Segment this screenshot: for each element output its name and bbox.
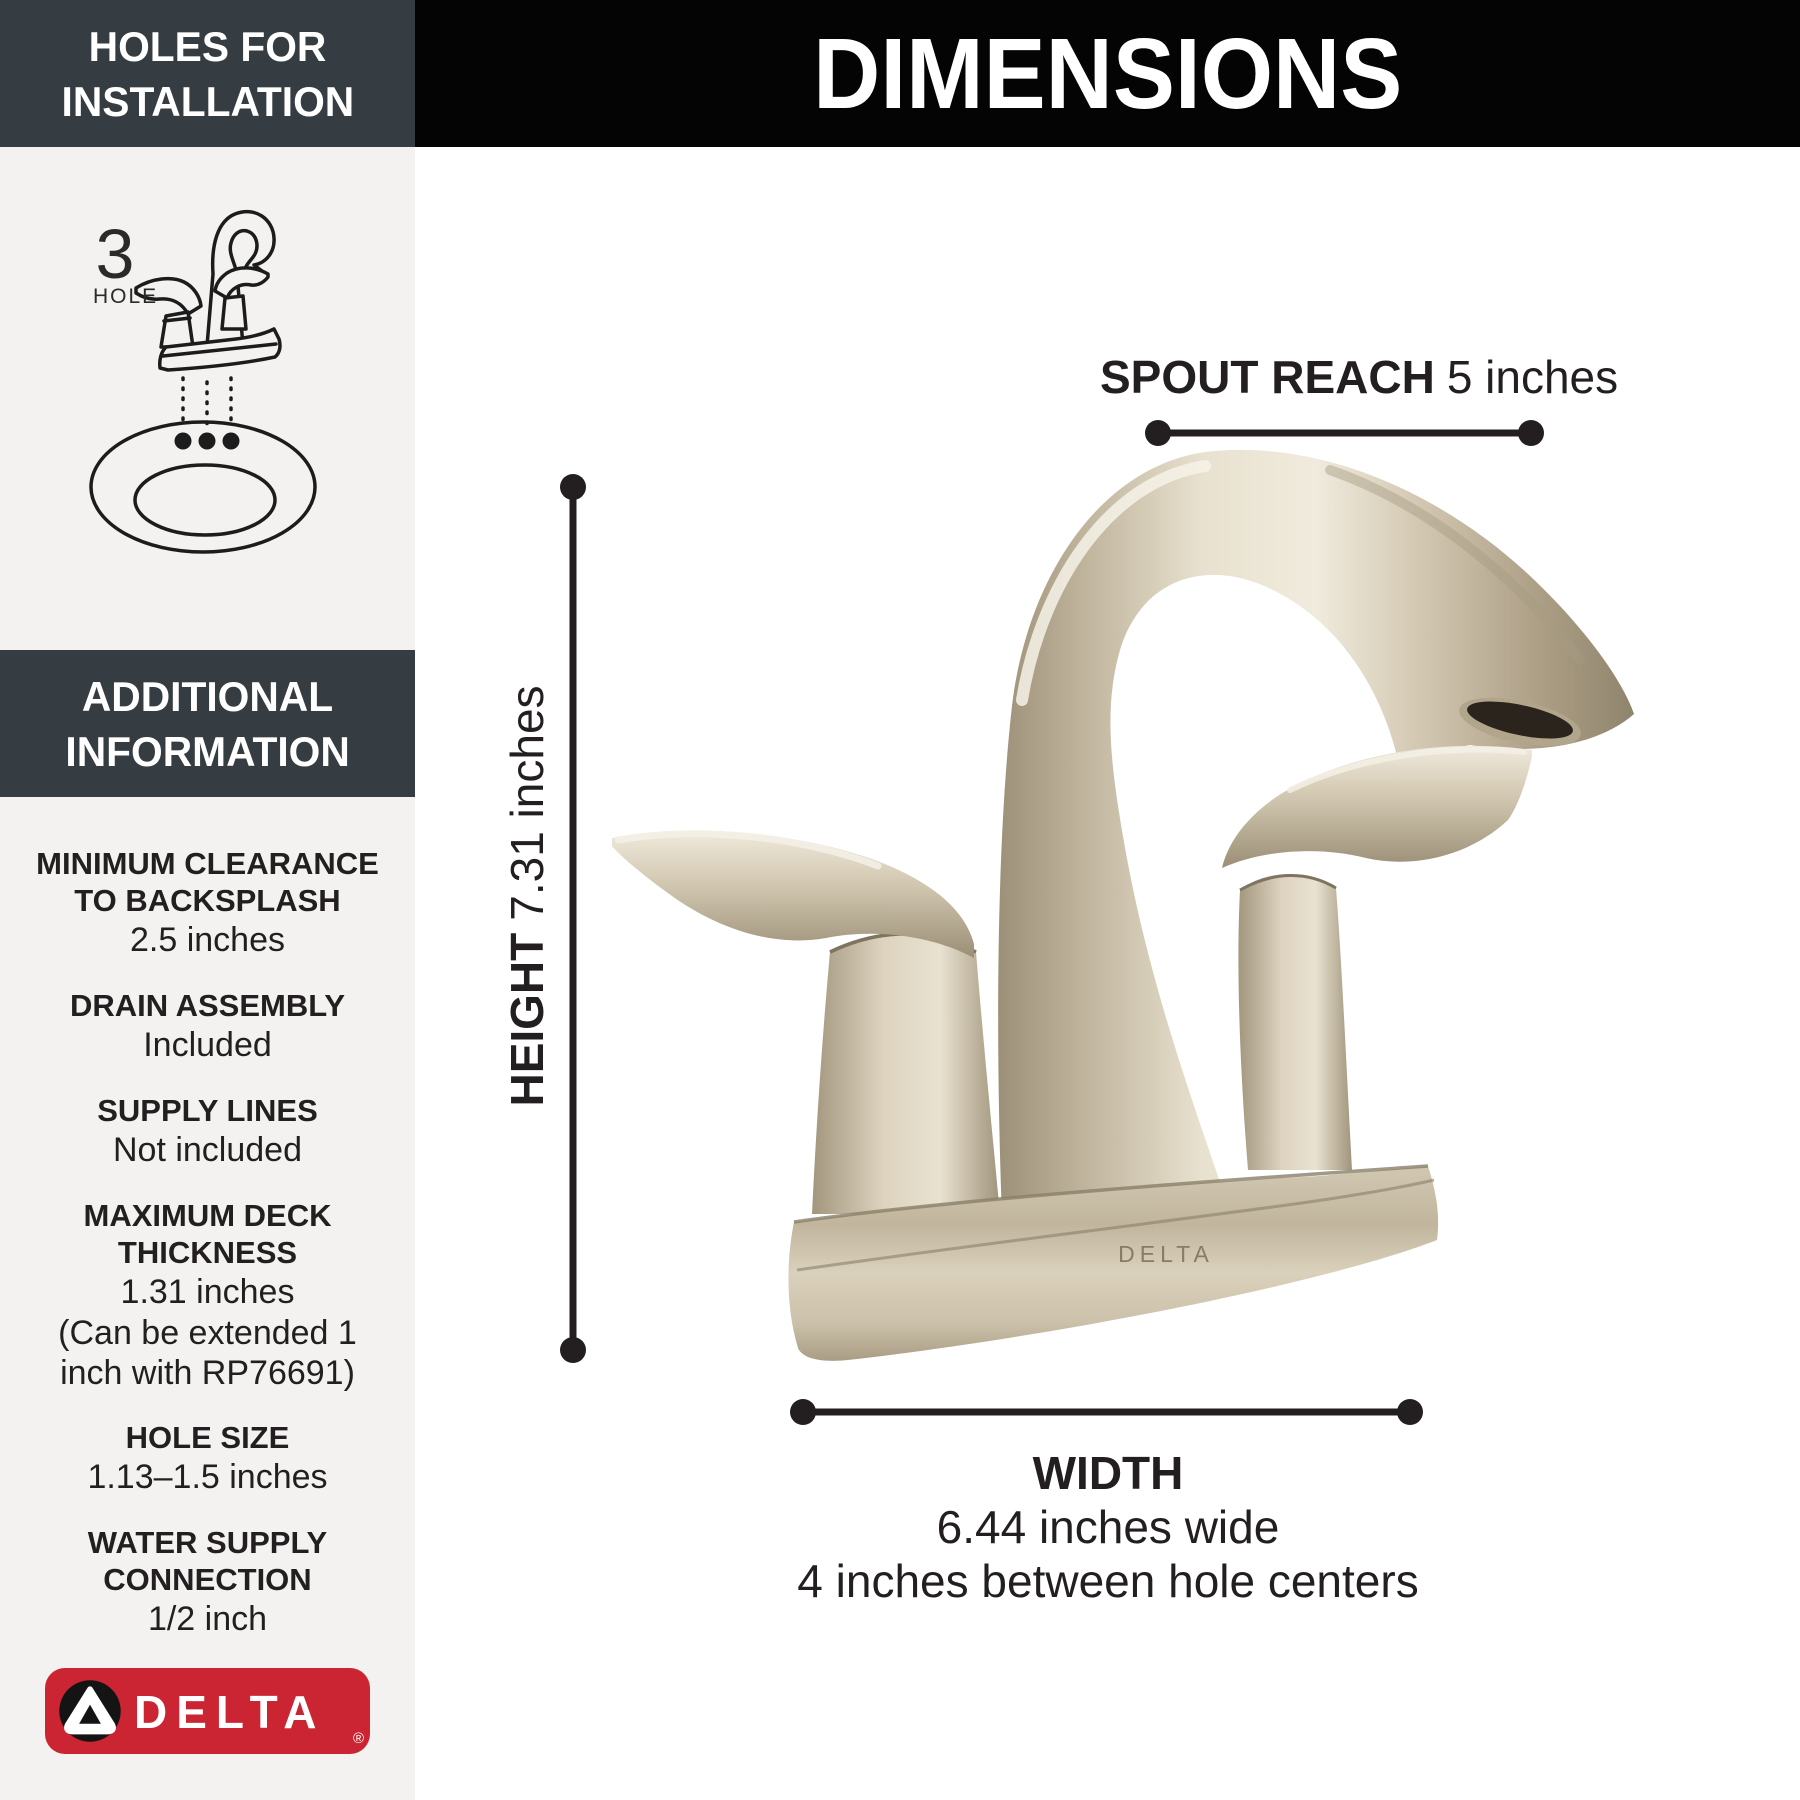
left-handle-stem	[812, 935, 1000, 1214]
width-value-line2: 4 inches between hole centers	[797, 1555, 1419, 1607]
spout-reach-title: SPOUT REACH	[1100, 351, 1435, 403]
spec-value: 1.31 inches	[120, 1273, 295, 1311]
spout-reach-label	[1100, 350, 1618, 404]
spec-label: THICKNESS	[117, 1235, 298, 1270]
spec-label: CONNECTION	[103, 1562, 312, 1597]
additional-header-line1: ADDITIONAL	[81, 672, 334, 720]
hole-count-label: HOLE	[93, 285, 159, 308]
spec-label: WATER SUPPLY	[87, 1525, 328, 1560]
width-value-line1: 6.44 inches wide	[936, 1501, 1280, 1553]
spec-label: SUPPLY LINES	[97, 1093, 318, 1128]
right-handle-lever	[1222, 746, 1532, 868]
holes-header-line1: HOLES FOR	[88, 22, 327, 70]
right-handle-stem	[1238, 874, 1352, 1170]
registered-mark: ®	[352, 1730, 364, 1747]
page-title: DIMENSIONS	[812, 17, 1403, 130]
delta-wordmark: DELTA	[134, 1686, 326, 1738]
height-label	[500, 685, 554, 1106]
spec-note: (Can be extended 1	[58, 1314, 357, 1352]
spec-note: inch with RP76691)	[60, 1354, 355, 1392]
holes-header-line2: INSTALLATION	[61, 77, 354, 125]
width-title: WIDTH	[1032, 1447, 1184, 1499]
hole-count: 3	[95, 215, 135, 293]
spec-label: MINIMUM CLEARANCE	[36, 846, 379, 881]
faucet-engraving: DELTA	[1118, 1241, 1214, 1267]
width-label	[797, 1446, 1418, 1608]
faucet-image	[612, 450, 1634, 1361]
spec-label: DRAIN ASSEMBLY	[69, 988, 346, 1023]
spec-label: MAXIMUM DECK	[83, 1198, 332, 1233]
additional-header-line2: INFORMATION	[65, 727, 350, 775]
spout-reach-value: 5 inches	[1446, 351, 1619, 403]
spec-value: 1.13–1.5 inches	[87, 1458, 328, 1496]
spec-value: 1/2 inch	[147, 1600, 268, 1638]
spec-label: HOLE SIZE	[125, 1420, 290, 1455]
spec-value: Included	[143, 1026, 272, 1064]
height-value: 7.31 inches	[501, 685, 553, 921]
height-title: HEIGHT	[501, 932, 553, 1107]
spec-label: TO BACKSPLASH	[74, 883, 341, 918]
spec-value: 2.5 inches	[130, 921, 285, 959]
spec-value: Not included	[112, 1131, 302, 1169]
